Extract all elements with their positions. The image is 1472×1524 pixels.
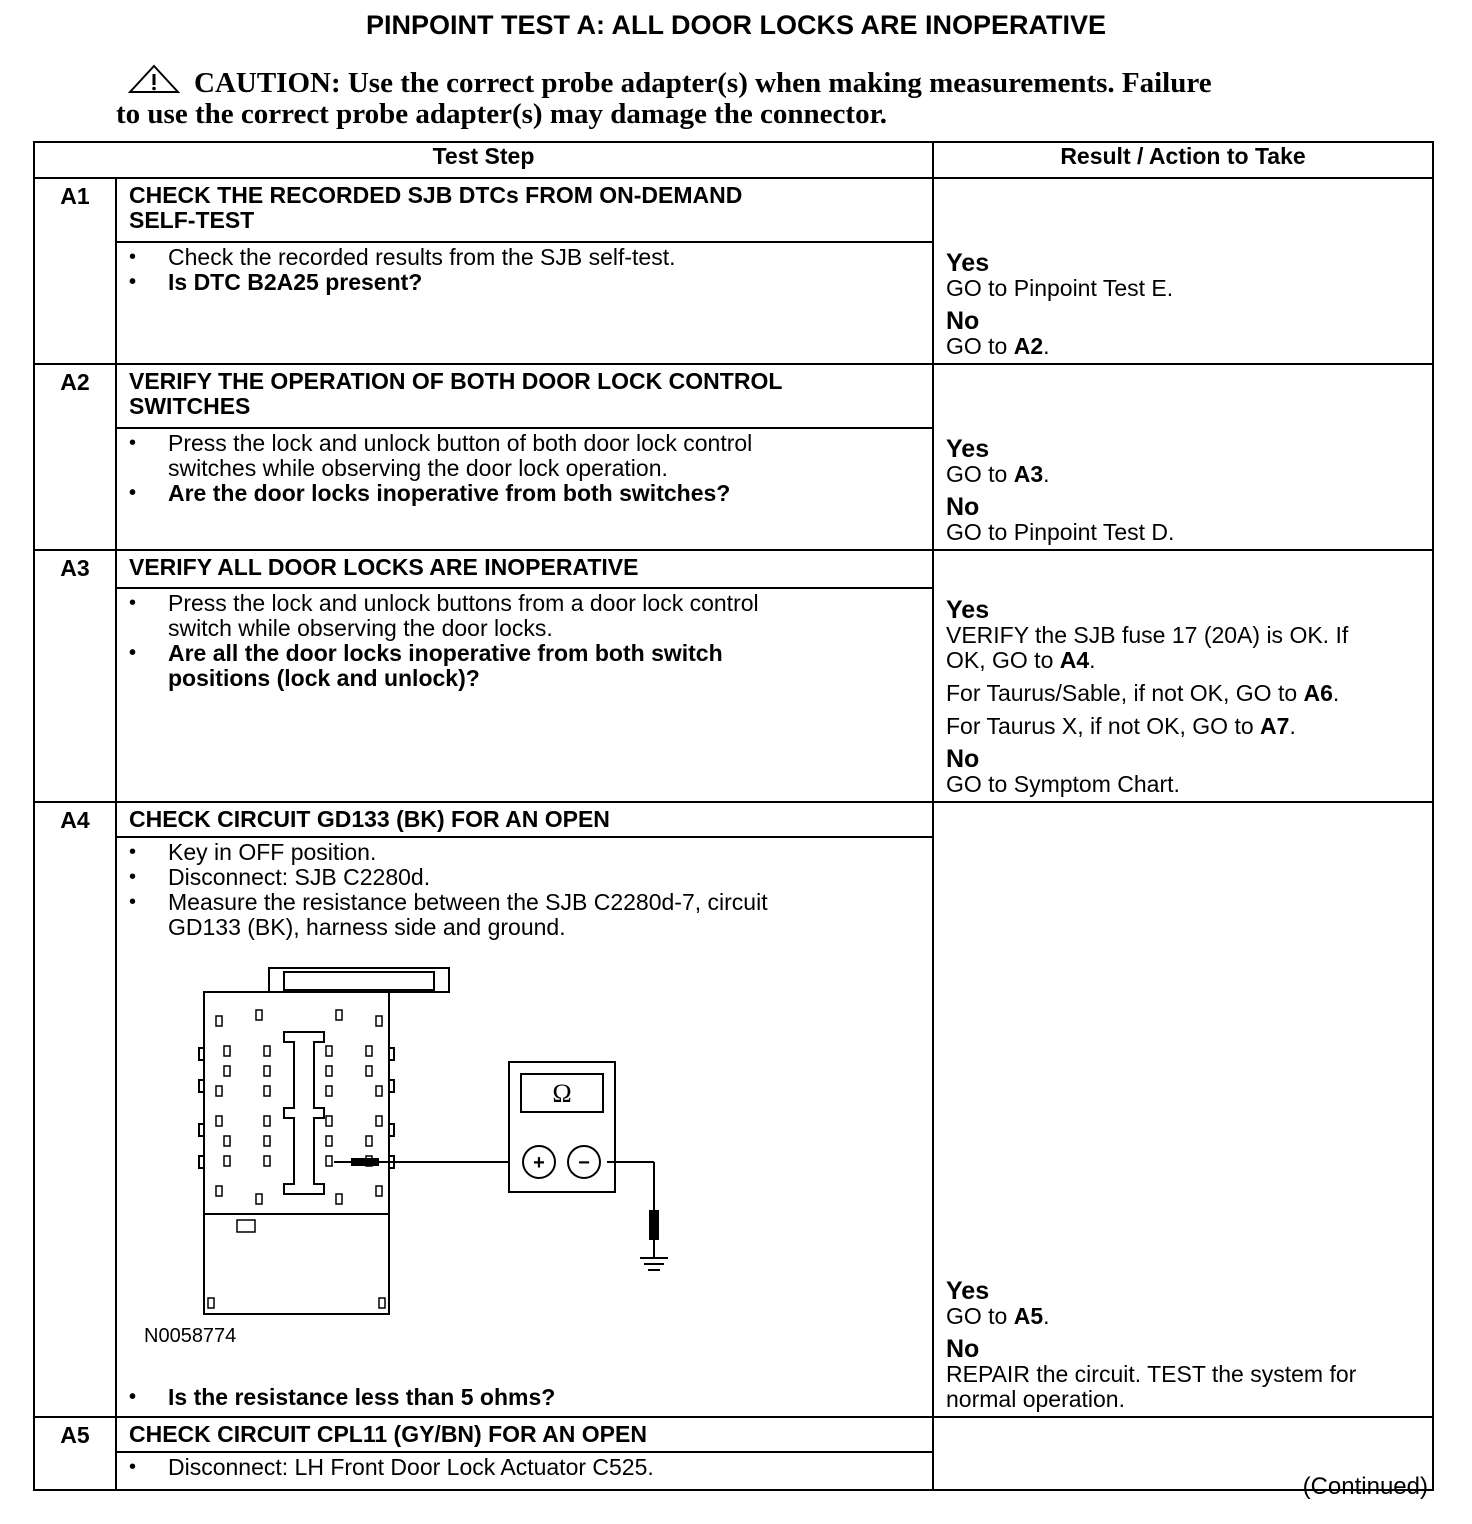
step-a2-title-row <box>34 364 1433 428</box>
connector-meter-diagram <box>129 940 829 1360</box>
probe-tip <box>351 1158 379 1166</box>
list-item: • Check the recorded results from the SJB self-test. <box>129 245 922 270</box>
step-ref: A7 <box>1260 713 1290 739</box>
step-body <box>116 1452 933 1490</box>
step-body <box>116 242 933 364</box>
caution-note <box>116 64 1356 130</box>
step-a1-result <box>933 178 1433 364</box>
no-label: No <box>946 493 980 521</box>
yes-label: Yes <box>946 435 990 463</box>
minus-label: − <box>578 1152 590 1174</box>
action-text: OK, GO to <box>946 647 1060 673</box>
step-id: A4 <box>34 802 116 1417</box>
action-text: For Taurus/Sable, if not OK, GO to <box>946 680 1304 706</box>
step-body <box>116 428 933 550</box>
step-title-line: CHECK THE RECORDED SJB DTCs FROM ON-DEMAND <box>129 182 743 208</box>
action-text: . <box>1089 647 1096 673</box>
sable-action <box>946 681 1422 706</box>
yes-label: Yes <box>946 249 990 277</box>
step-a1-title-row <box>34 178 1433 242</box>
action-text: . <box>1043 1303 1050 1329</box>
step-ref: A6 <box>1303 680 1333 706</box>
step-id: A3 <box>34 550 116 802</box>
step-id: A5 <box>34 1417 116 1490</box>
list-item-line: switch while observing the door locks. <box>168 615 553 641</box>
step-a2-result <box>933 364 1433 550</box>
list-item-line: switches while observing the door lock operation. <box>168 455 668 481</box>
step-a3-title-row <box>34 550 1433 588</box>
step-ref: A5 <box>1013 1303 1044 1329</box>
action-text: GO to <box>946 333 1014 359</box>
caution-line-1: CAUTION: Use the correct probe adapter(s) when making measurements. Failure <box>194 67 1212 99</box>
header-result: Result / Action to Take <box>933 142 1433 178</box>
continued-label: (Continued) <box>1302 1473 1428 1500</box>
step-a4-title-row <box>34 802 1433 837</box>
yes-label: Yes <box>946 1277 990 1305</box>
list-item-line: • Are all the door locks inoperative from both switch <box>168 640 723 666</box>
no-label: No <box>946 745 980 773</box>
connector-body <box>204 992 389 1314</box>
question-item: • Is the resistance less than 5 ohms? <box>129 1385 922 1410</box>
warning-triangle-icon <box>128 64 180 94</box>
step-ref: A3 <box>1013 461 1044 487</box>
step-title: CHECK CIRCUIT CPL11 (GY/BN) FOR AN OPEN <box>116 1417 933 1452</box>
list-item <box>129 591 922 641</box>
step-ref: A4 <box>1059 647 1090 673</box>
step-title-line: SELF-TEST <box>129 207 255 233</box>
step-title: CHECK CIRCUIT GD133 (BK) FOR AN OPEN <box>116 802 933 837</box>
yes-action <box>946 1304 1422 1329</box>
no-action: GO to Pinpoint Test D. <box>946 519 1175 545</box>
action-text: GO to <box>946 1303 1014 1329</box>
list-item: • Key in OFF position. <box>129 840 922 865</box>
step-title: VERIFY ALL DOOR LOCKS ARE INOPERATIVE <box>116 550 933 588</box>
list-item: • Disconnect: LH Front Door Lock Actuator C525. <box>129 1455 922 1480</box>
action-text: GO to <box>946 461 1014 487</box>
step-ref: A2 <box>1013 333 1044 359</box>
step-a4-result <box>933 802 1433 1417</box>
step-title <box>116 364 933 428</box>
step-a3-result <box>933 550 1433 802</box>
action-text: . <box>1043 461 1050 487</box>
step-body <box>116 837 933 1417</box>
no-action-2: normal operation. <box>946 1386 1125 1412</box>
step-title-line: VERIFY THE OPERATION OF BOTH DOOR LOCK CONTROL <box>129 368 783 394</box>
plus-label: + <box>533 1152 545 1174</box>
taurus-x-action <box>946 714 1422 739</box>
ground-probe <box>649 1210 659 1240</box>
list-item <box>129 431 922 481</box>
table-header-row <box>34 142 1433 178</box>
yes-action <box>946 462 1422 487</box>
list-item-line: GD133 (BK), harness side and ground. <box>168 914 566 940</box>
wiring-figure <box>129 940 922 1385</box>
no-action: GO to Symptom Chart. <box>946 771 1180 797</box>
step-title <box>116 178 933 242</box>
connector-center-channel <box>284 1032 324 1194</box>
no-label: No <box>946 1335 980 1363</box>
step-title-line: SWITCHES <box>129 393 251 419</box>
meter-symbol: Ω <box>552 1079 572 1108</box>
step-a5-title-row <box>34 1417 1433 1452</box>
step-id: A2 <box>34 364 116 550</box>
action-text: . <box>1332 680 1340 706</box>
no-action <box>946 334 1422 359</box>
action-text: For Taurus X, if not OK, GO to <box>946 713 1261 739</box>
step-body <box>116 588 933 802</box>
list-item <box>129 890 922 940</box>
no-action-1: REPAIR the circuit. TEST the system for <box>946 1361 1357 1387</box>
list-item-line: • Press the lock and unlock buttons from a door lock control <box>168 590 759 616</box>
action-text: . <box>1289 713 1296 739</box>
question-item: • Are the door locks inoperative from both switches? <box>129 481 922 506</box>
question-item <box>129 641 922 691</box>
yes-action: GO to Pinpoint Test E. <box>946 275 1174 301</box>
caution-line-2: to use the correct probe adapter(s) may damage the connector. <box>116 98 888 130</box>
list-item: • Disconnect: SJB C2280d. <box>129 865 922 890</box>
list-item-line: • Press the lock and unlock button of both door lock control <box>168 430 753 456</box>
question-item: • Is DTC B2A25 present? <box>129 270 922 295</box>
yes-action-2 <box>946 648 1422 673</box>
action-text: . <box>1043 333 1050 359</box>
list-item-line: • Measure the resistance between the SJB C2280d-7, circuit <box>168 889 768 915</box>
yes-label: Yes <box>946 596 990 624</box>
yes-action-1: VERIFY the SJB fuse 17 (20A) is OK. If <box>946 622 1349 648</box>
figure-id: N0058774 <box>144 1325 237 1347</box>
no-label: No <box>946 307 980 335</box>
connector-latch-inner <box>284 972 434 990</box>
header-test-step: Test Step <box>34 142 933 178</box>
test-table <box>33 141 1434 1491</box>
list-item-line: positions (lock and unlock)? <box>168 665 480 691</box>
step-id: A1 <box>34 178 116 364</box>
page-title: PINPOINT TEST A: ALL DOOR LOCKS ARE INOPERATIVE <box>365 10 1107 40</box>
